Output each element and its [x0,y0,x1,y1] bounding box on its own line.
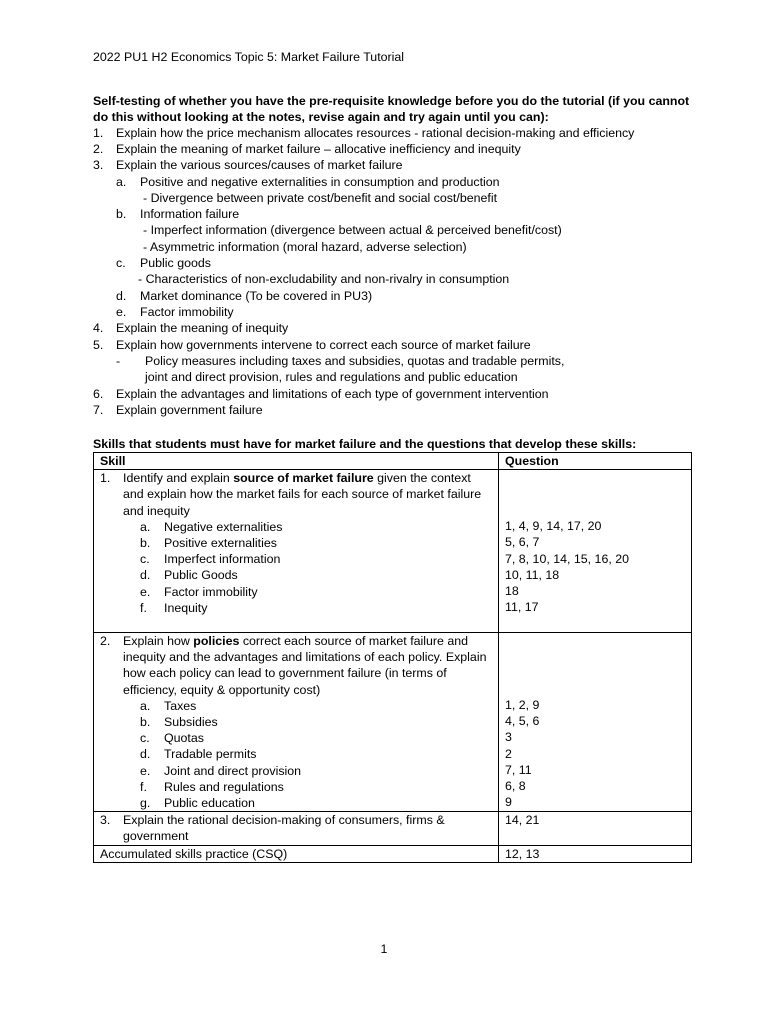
skill-description: 2. Explain how policies correct each source of market failure and inequity and the advantages and limitations of each policy. Explain how each policy can lead to government failure (in terms of efficiency, equity & opportunity cost) [100,634,487,697]
skill-description: 3. Explain the rational decision-making of consumers, firms & government [100,813,445,844]
selftest-detail: - Divergence between private cost/benefit and social cost/benefit [143,191,498,205]
selftest-detail: joint and direct provision, rules and regulations and public education [145,370,518,384]
question-list: 5, 6, 7 [505,535,540,550]
list-item: f. Rules and regulations [140,779,284,794]
selftest-item: 6. Explain the advantages and limitations of each type of government intervention [93,387,549,401]
list-item: g. Public education [140,796,255,811]
question-list: 1, 2, 9 [505,698,540,713]
table-row [94,845,692,862]
list-item: d. Tradable permits [140,747,257,762]
list-item: c. Quotas [140,731,204,746]
table-row [94,633,692,812]
question-list: 3 [505,730,512,745]
list-item: b. Subsidies [140,715,218,730]
skill-cell [94,633,499,812]
skill-subitems [100,698,492,811]
selftest-intro-line2: do this without looking at the notes, revise again and try again until you can): [93,110,549,124]
selftest-item: 5. Explain how governments intervene to correct each source of market failure [93,338,531,352]
selftest-subitem: e. Factor immobility [116,305,234,319]
question-cell: 12, 13 [499,845,692,862]
document-header: 2022 PU1 H2 Economics Topic 5: Market Failure Tutorial [93,50,405,64]
question-cell: 14, 21 [499,812,692,845]
question-list: 6, 8 [505,779,526,794]
question-list: 1, 4, 9, 14, 17, 20 [505,519,602,534]
question-list: 11, 17 [505,600,539,615]
question-list: 2 [505,746,512,761]
skills-table [93,452,692,863]
selftest-subitem: - Policy measures including taxes and subsidies, quotas and tradable permits, [116,354,565,368]
skill-description: 1. Identify and explain source of market failure given the context and explain how the market fails for each source of market failure and inequity [100,471,482,518]
skill-cell: Accumulated skills practice (CSQ) [94,845,499,862]
skill-subitems [100,519,492,632]
table-header-row [94,453,692,470]
page-number: 1 [380,942,388,956]
question-column-header: Question [499,453,692,470]
selftest-item: 4. Explain the meaning of inequity [93,321,289,335]
list-item: c. Imperfect information [140,552,281,567]
table-row [94,470,692,633]
selftest-subitem: a. Positive and negative externalities in consumption and production [116,175,500,189]
list-item: f. Inequity [140,600,208,615]
table-row [94,812,692,845]
skills-heading: Skills that students must have for market failure and the questions that develop these skills: [93,437,637,451]
selftest-intro-line1: Self-testing of whether you have the pre-requisite knowledge before you do the tutorial (if you cannot [93,94,690,108]
list-item: d. Public Goods [140,568,238,583]
selftest-subitem: c. Public goods [116,256,211,270]
selftest-item: 2. Explain the meaning of market failure – allocative inefficiency and inequity [93,142,521,156]
selftest-detail: - Imperfect information (divergence between actual & perceived benefit/cost) [143,223,562,237]
question-cell [499,633,692,812]
list-item: e. Factor immobility [140,584,258,599]
question-list: 7, 11 [505,762,532,777]
selftest-item: 3. Explain the various sources/causes of market failure [93,158,403,172]
skill-column-header: Skill [94,453,499,470]
question-list: 18 [505,584,519,599]
list-item: a. Taxes [140,698,197,713]
selftest-subitem: b. Information failure [116,207,240,221]
question-list: 10, 11, 18 [505,567,560,582]
selftest-detail: - Characteristics of non-excludability and non-rivalry in consumption [138,272,510,286]
question-list: 9 [505,795,512,810]
skill-cell [94,812,499,845]
selftest-detail: - Asymmetric information (moral hazard, adverse selection) [143,240,467,254]
selftest-item: 7. Explain government failure [93,403,263,417]
skill-cell [94,470,499,633]
question-cell [499,470,692,633]
list-item: b. Positive externalities [140,536,277,551]
list-item: a. Negative externalities [140,519,283,534]
selftest-item: 1. Explain how the price mechanism allocates resources - rational decision-making and efficiency [93,126,635,140]
question-list: 7, 8, 10, 14, 15, 16, 20 [505,551,630,566]
list-item: e. Joint and direct provision [140,763,302,778]
selftest-subitem: d. Market dominance (To be covered in PU3) [116,289,373,303]
question-list: 4, 5, 6 [505,714,540,729]
